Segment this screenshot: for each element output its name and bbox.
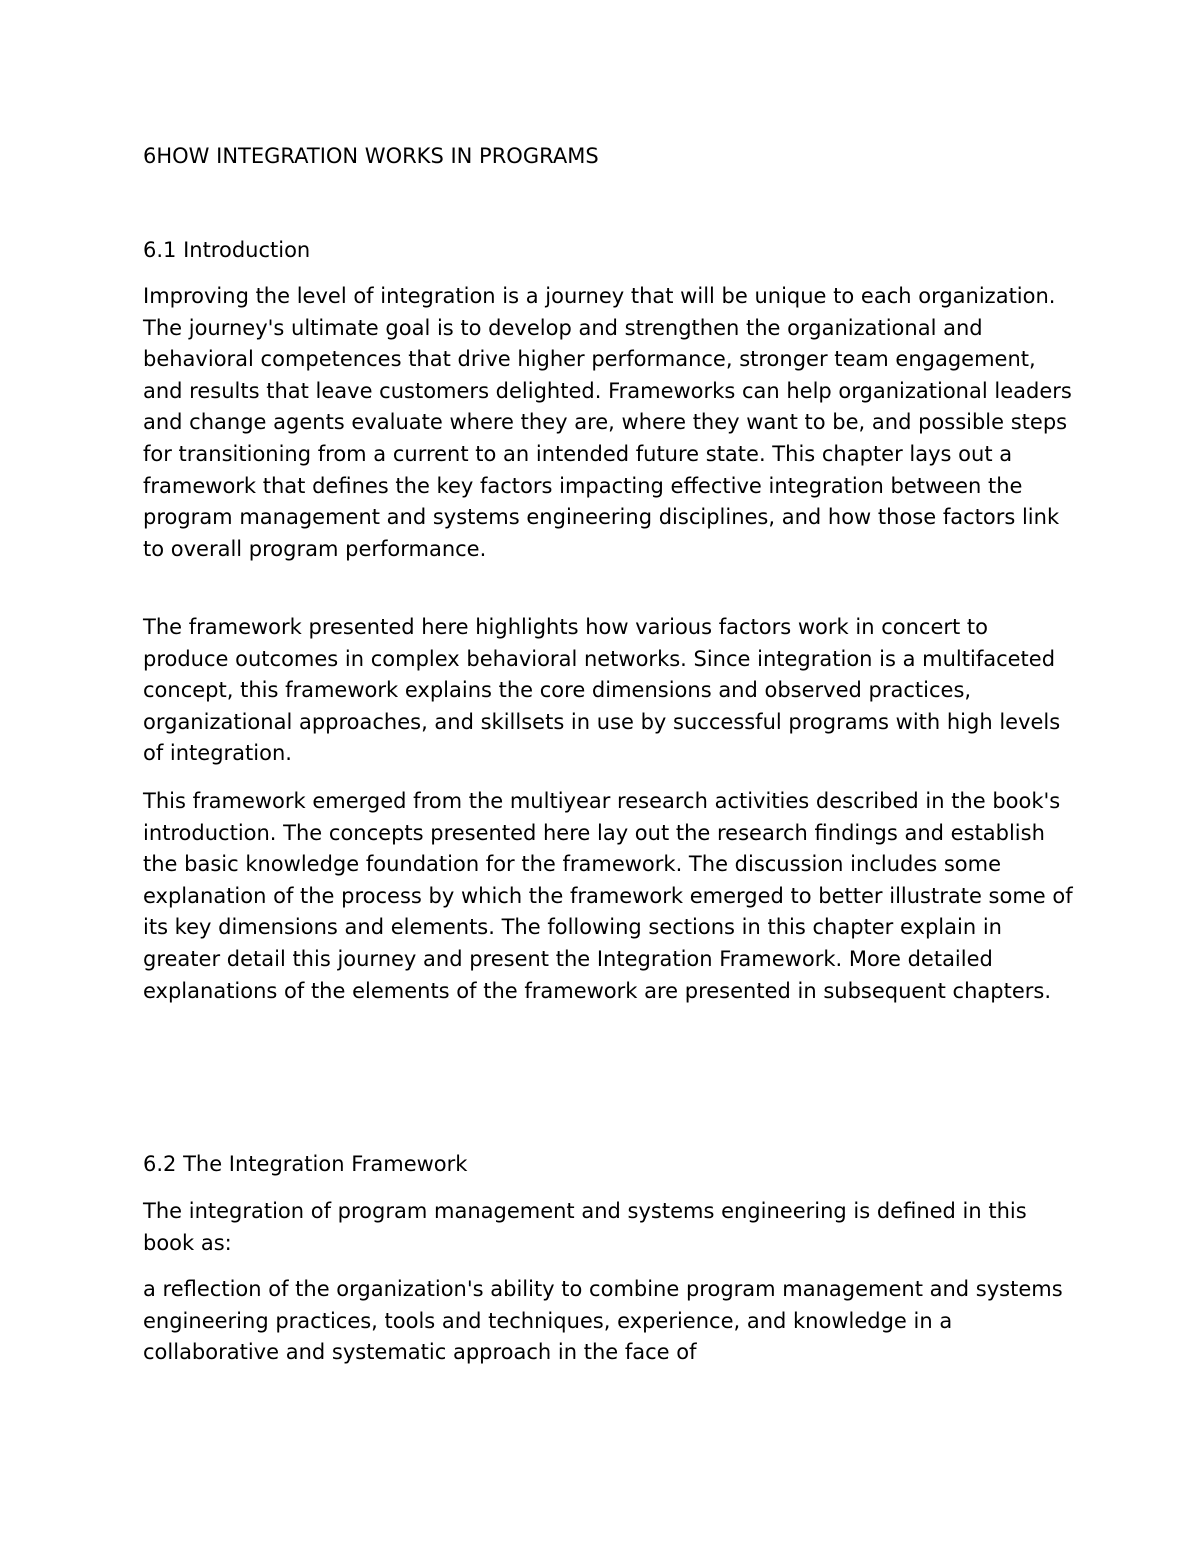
chapter-title: 6HOW INTEGRATION WORKS IN PROGRAMS (143, 144, 599, 168)
section-heading-integration-framework: 6.2 The Integration Framework (143, 1152, 468, 1176)
paragraph: The framework presented here highlights how various factors work in concert to produce outcomes in complex behavioral networks. Since integration is a multifaceted concept, this framework explains the core dimensions and observed practices, organizational approaches, and skillsets in use by successful programs with high levels of integration. (143, 615, 1061, 766)
paragraph: The integration of program management and systems engineering is defined in this book as: (143, 1199, 1027, 1255)
section-heading-introduction: 6.1 Introduction (143, 238, 311, 262)
paragraph: Improving the level of integration is a journey that will be unique to each organization. The journey's ultimate goal is to develop and strengthen the organizational and behavioral competences that drive higher performance, stronger team engagement, and results that leave customers delighted. Frameworks can help organizational leaders and change agents evaluate where they are, where they want to be, and possible steps for transitioning from a current to an intended future state. This chapter lays out a framework that defines the key factors impacting effective integration between the program management and systems engineering disciplines, and how those factors link to overall program performance. (143, 284, 1072, 561)
paragraph: This framework emerged from the multiyear research activities described in the book's introduction. The concepts presented here lay out the research findings and establish the basic knowledge foundation for the framework. The discussion includes some explanation of the process by which the framework emerged to better illustrate some of its key dimensions and elements. The following sections in this chapter explain in greater detail this journey and present the Integration Framework. More detailed explanations of the elements of the framework are presented in subsequent chapters. (143, 789, 1073, 1003)
paragraph: a reflection of the organization's ability to combine program management and systems engineering practices, tools and techniques, experience, and knowledge in a collaborative and systematic approach in the face of (143, 1277, 1063, 1365)
